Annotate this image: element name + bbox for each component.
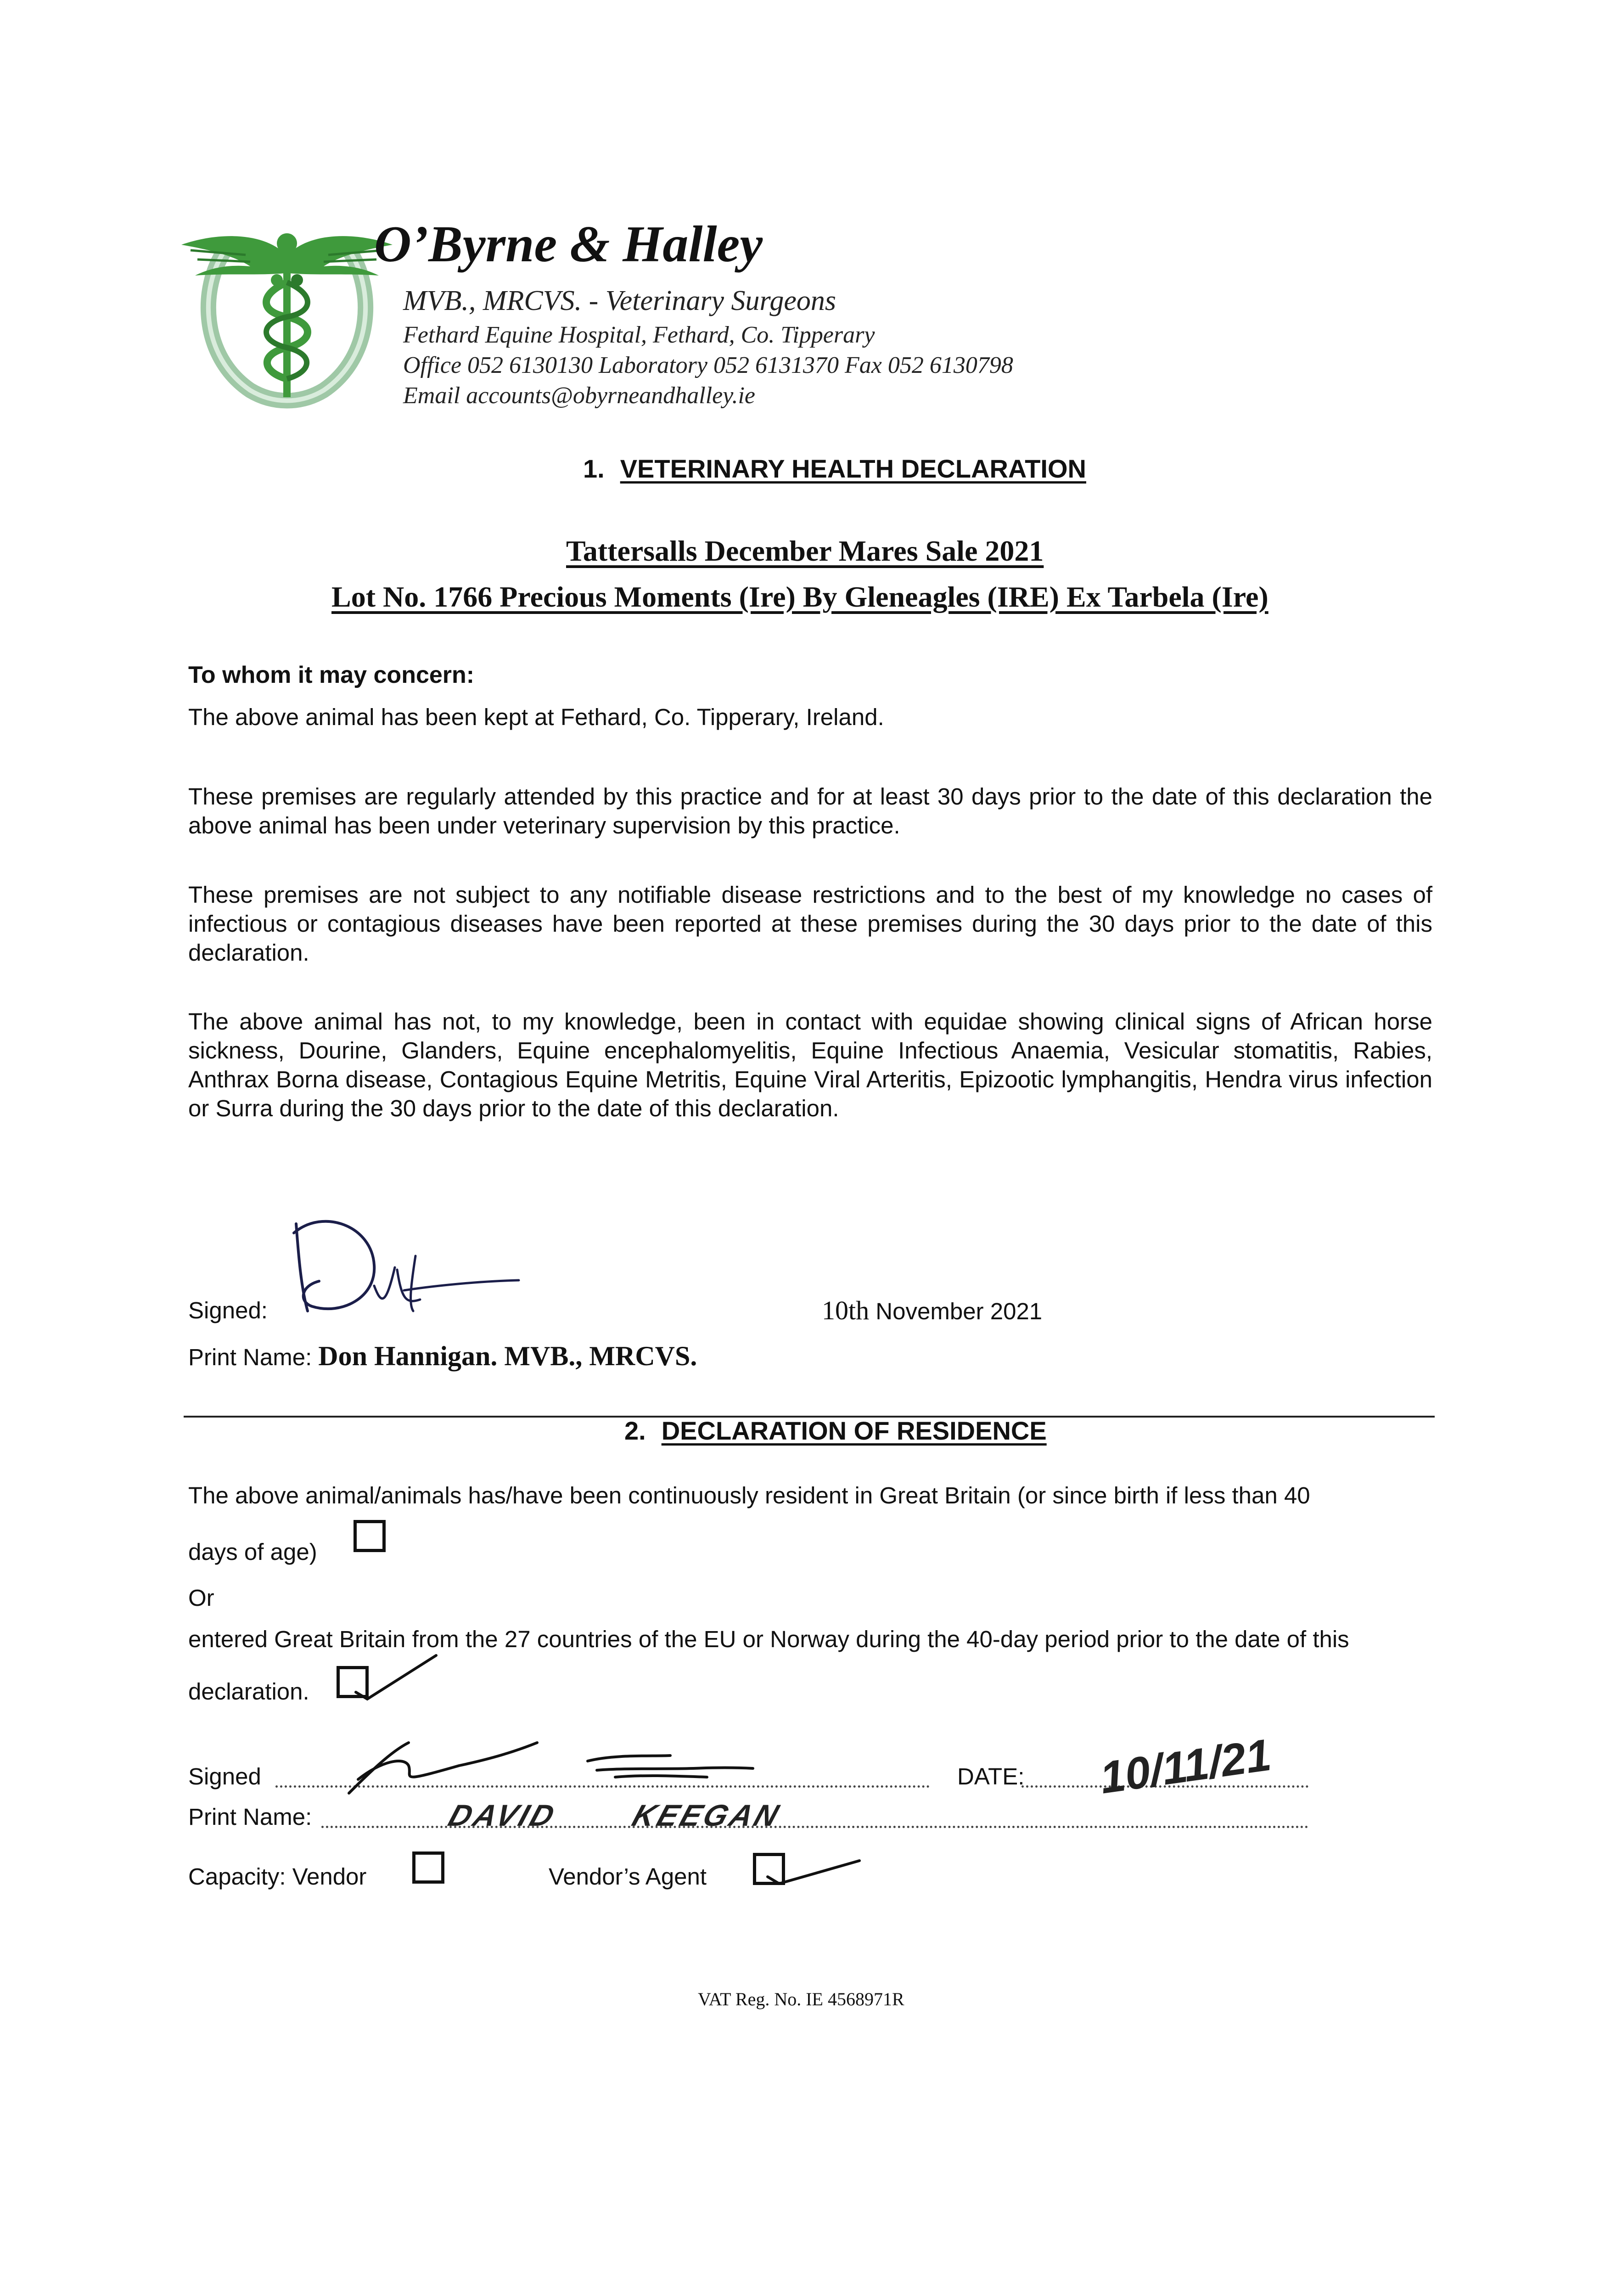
- or-text: Or: [188, 1585, 214, 1611]
- caduceus-logo-icon: [181, 218, 393, 411]
- vendor-date-value: 10/11/21: [1097, 1729, 1274, 1803]
- vendor-agent-checkbox[interactable]: [753, 1853, 785, 1885]
- lot-line: Lot No. 1766 Precious Moments (Ire) By Gleneagles (IRE) Ex Tarbela (Ire): [331, 580, 1268, 613]
- section2-title: DECLARATION OF RESIDENCE: [661, 1416, 1047, 1445]
- vendor-checkbox[interactable]: [412, 1851, 444, 1884]
- vendor-date-label: DATE:: [957, 1763, 1025, 1790]
- declaration-date: [822, 1295, 1042, 1326]
- vendor-signed-label: Signed: [188, 1763, 261, 1790]
- concern-heading: To whom it may concern:: [188, 662, 475, 688]
- sale-title: Tattersalls December Mares Sale 2021: [566, 535, 1044, 567]
- vat-registration: VAT Reg. No. IE 4568971R: [698, 1989, 904, 2009]
- vet-signed-label: Signed:: [188, 1297, 268, 1323]
- vendor-print-name: [444, 1798, 786, 1833]
- section1-title: VETERINARY HEALTH DECLARATION: [620, 454, 1086, 483]
- vet-print-name: [188, 1342, 697, 1372]
- entered-text-line1: entered Great Britain from the 27 countries of the EU or Norway during the 40-day period prior to the date of this: [188, 1626, 1349, 1652]
- attendance-paragraph: These premises are regularly attended by this practice and for at least 30 days prior to the date of this declaration the above animal has been under veterinary supervision by this practice.: [188, 783, 1432, 838]
- vendor-agent-label: Vendor’s Agent: [549, 1863, 707, 1890]
- vet-name: Don Hannigan. MVB., MRCVS.: [318, 1341, 697, 1371]
- restrictions-paragraph: These premises are not subject to any notifiable disease restrictions and to the best of my knowledge no cases of infectious or contagious diseases have been reported at these premises during the 30 days prior to the date of this declaration.: [188, 882, 1432, 966]
- declaration-date-rest: November 2021: [869, 1298, 1043, 1324]
- resident-text-line1: The above animal/animals has/have been continuously resident in Great Britain (or since birth if less than 40: [188, 1482, 1310, 1508]
- letterhead-qualifications: MVB., MRCVS. - Veterinary Surgeons: [403, 285, 836, 316]
- vet-signature: [287, 1212, 526, 1322]
- letterhead-email: Email accounts@obyrneandhalley.ie: [403, 383, 755, 409]
- section1-heading: [583, 454, 1086, 484]
- resident-checkbox[interactable]: [354, 1520, 386, 1552]
- capacity-vendor-label: Capacity: Vendor: [188, 1863, 367, 1890]
- declaration-date-day: 10th: [822, 1295, 870, 1325]
- vendor-signature: [340, 1733, 808, 1802]
- letterhead-address: Fethard Equine Hospital, Fethard, Co. Tipperary: [403, 322, 875, 348]
- kept-location-text: The above animal has been kept at Fethard, Co. Tipperary, Ireland.: [188, 704, 884, 730]
- section2-number: 2.: [624, 1416, 646, 1445]
- vendor-first-name: DAVID: [444, 1798, 561, 1832]
- letterhead-phones: Office 052 6130130 Laboratory 052 6131370 Fax 052 6130798: [403, 352, 1013, 378]
- section2-heading: [624, 1416, 1047, 1446]
- vendor-print-name-label: Print Name:: [188, 1804, 312, 1830]
- section1-number: 1.: [583, 454, 605, 483]
- contact-paragraph: The above animal has not, to my knowledge, been in contact with equidae showing clinical signs of African horse sickness, Dourine, Glanders, Equine encephalomyelitis, Equine Infectious Anaemia, Vesicular stomatitis, Rabies, Anthrax Borna disease, Contagious Equine Metritis, Equine Viral Arteritis, Epizootic lymphangitis, Hendra virus infection or Surra during the 30 days prior to the date of this declaration.: [188, 1008, 1432, 1121]
- firm-name: O’Byrne & Halley: [374, 216, 763, 273]
- entered-text-line2: declaration.: [188, 1678, 309, 1705]
- resident-text-line2: days of age): [188, 1539, 317, 1565]
- entered-checkbox[interactable]: [337, 1666, 369, 1698]
- vet-print-name-label: Print Name:: [188, 1344, 312, 1370]
- vendor-last-name: KEEGAN: [628, 1798, 786, 1832]
